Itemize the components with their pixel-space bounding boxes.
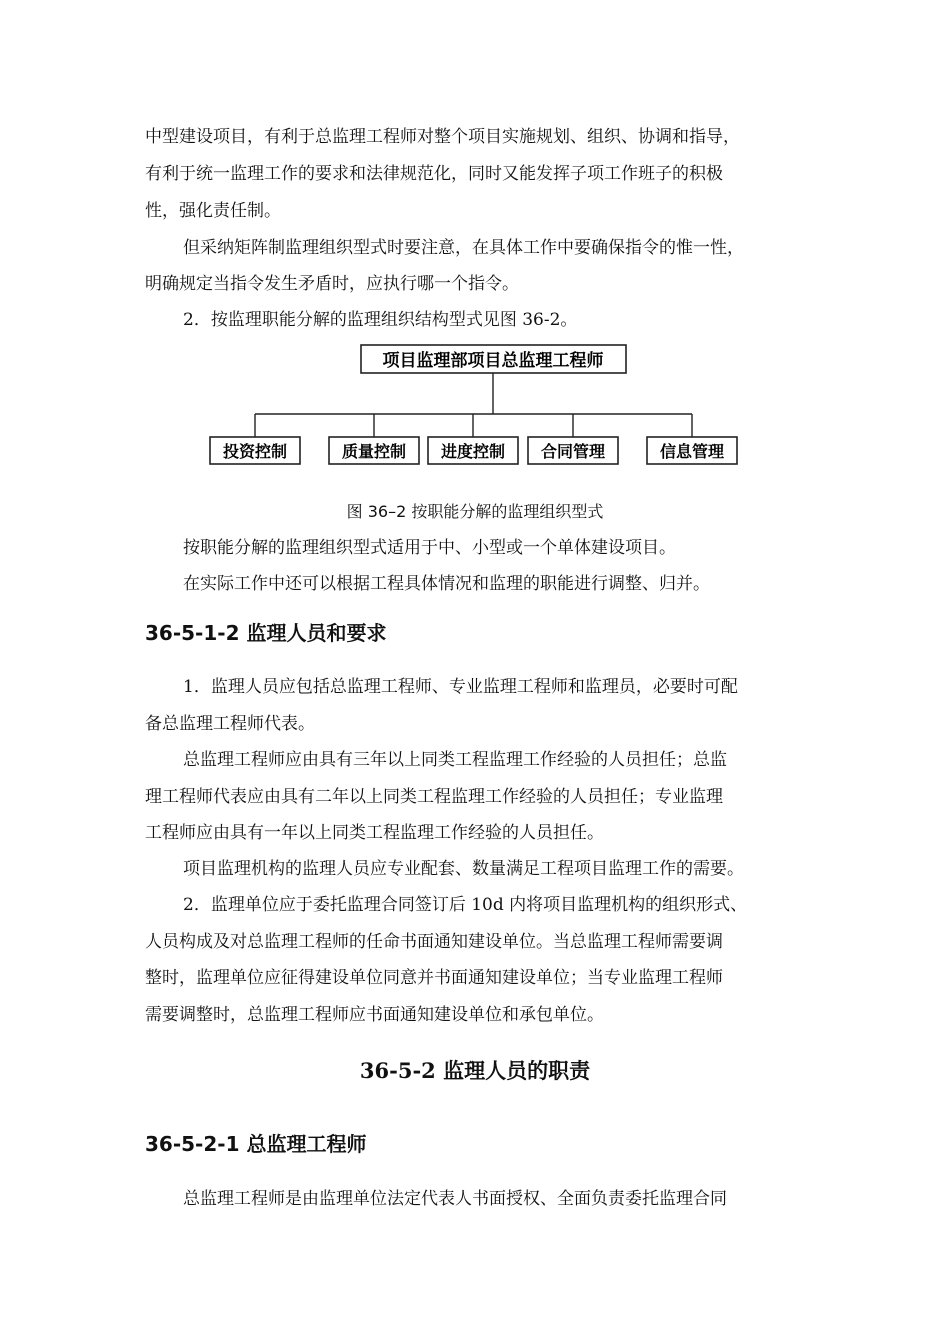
text-line: 中型建设项目，有利于总监理工程师对整个项目实施规划、组织、协调和指导， [145,127,740,147]
org-root-label: 项目监理部项目总监理工程师 [382,351,604,371]
text-line: 2．监理单位应于委托监理合同签订后 10d 内将项目监理机构的组织形式、 [183,895,748,915]
text-line: 明确规定当指令发生矛盾时，应执行哪一个指令。 [145,274,519,294]
text-line: 1．监理人员应包括总监理工程师、专业监理工程师和监理员，必要时可配 [183,677,738,697]
section-heading: 36-5-2-1 总监理工程师 [145,1132,367,1156]
text-line: 需要调整时，总监理工程师应书面通知建设单位和承包单位。 [145,1005,604,1025]
text-line: 理工程师代表应由具有二年以上同类工程监理工作经验的人员担任；专业监理 [145,787,723,807]
org-child-label-schedule: 进度控制 [440,442,506,461]
figure-caption: 图 36–2 按职能分解的监理组织型式 [346,502,604,521]
section-heading: 36-5-1-2 监理人员和要求 [145,621,387,645]
text-line: 在实际工作中还可以根据工程具体情况和监理的职能进行调整、归并。 [183,574,710,594]
text-line: 按职能分解的监理组织型式适用于中、小型或一个单体建设项目。 [183,538,676,558]
text-line: 2．按监理职能分解的监理组织结构型式见图 36-2。 [183,310,578,330]
org-chart-figure [0,0,950,500]
org-child-label-information: 信息管理 [659,442,725,461]
text-line: 性，强化责任制。 [145,201,281,221]
text-line: 有利于统一监理工作的要求和法律规范化，同时又能发挥子项工作班子的积极 [145,164,723,184]
text-line: 但采纳矩阵制监理组织型式时要注意，在具体工作中要确保指令的惟一性， [183,238,744,258]
text-line: 总监理工程师应由具有三年以上同类工程监理工作经验的人员担任；总监 [183,750,727,770]
text-line: 项目监理机构的监理人员应专业配套、数量满足工程项目监理工作的需要。 [183,859,744,879]
org-child-label-investment: 投资控制 [222,442,288,461]
org-child-label-contract: 合同管理 [540,442,606,461]
text-line: 人员构成及对总监理工程师的任命书面通知建设单位。当总监理工程师需要调 [145,932,723,952]
chapter-heading: 36-5-2 监理人员的职责 [359,1058,591,1083]
text-line: 备总监理工程师代表。 [145,714,315,734]
text-line: 整时，监理单位应征得建设单位同意并书面通知建设单位；当专业监理工程师 [145,968,723,988]
text-line: 总监理工程师是由监理单位法定代表人书面授权、全面负责委托监理合同 [183,1189,727,1209]
org-child-label-quality: 质量控制 [341,442,407,461]
text-line: 工程师应由具有一年以上同类工程监理工作经验的人员担任。 [145,823,604,843]
